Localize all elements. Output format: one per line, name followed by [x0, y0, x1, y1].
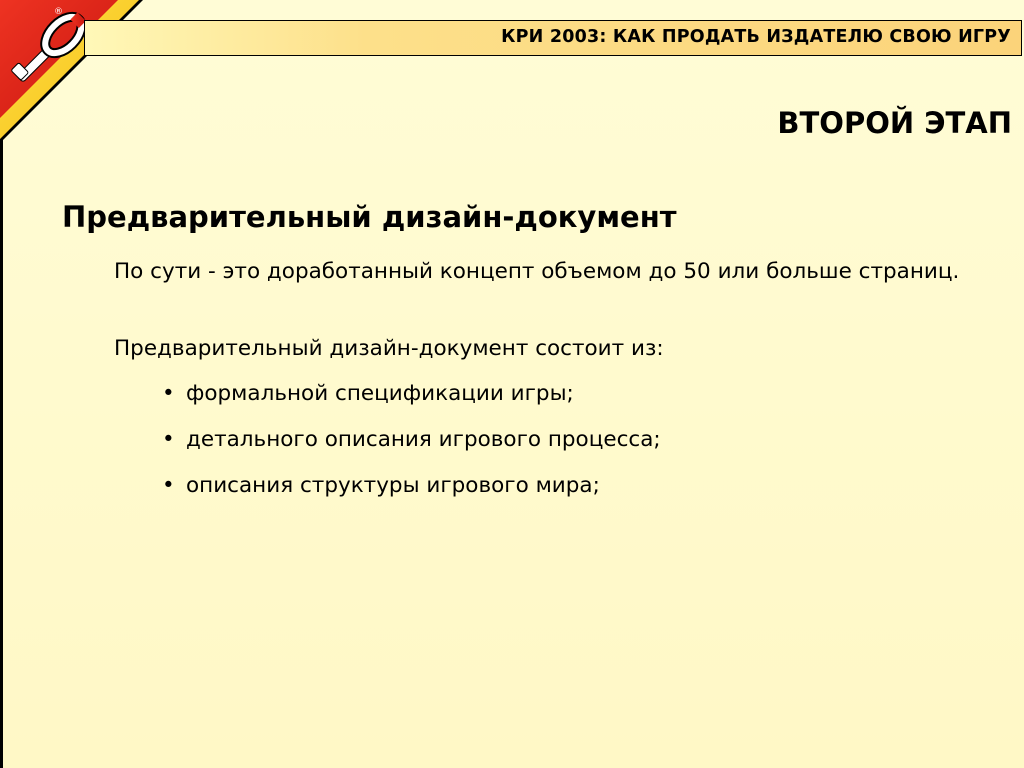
composition-list	[162, 378, 661, 516]
list-item-text: детального описания игрового процесса;	[186, 427, 661, 452]
bullet-icon: •	[162, 427, 175, 452]
registered-mark: ®	[54, 7, 63, 17]
list-item	[162, 470, 661, 516]
header-title: КРИ 2003: КАК ПРОДАТЬ ИЗДАТЕЛЮ СВОЮ ИГРУ	[501, 27, 1011, 47]
stage-title: ВТОРОЙ ЭТАП	[777, 106, 1012, 140]
bullet-icon: •	[162, 381, 175, 406]
header-bar	[84, 20, 1022, 56]
list-item	[162, 424, 661, 470]
list-item-text: описания структуры игрового мира;	[186, 473, 600, 498]
list-item	[162, 378, 661, 424]
description-paragraph: По сути - это доработанный концепт объемом до 50 или больше страниц.	[114, 259, 960, 284]
bullet-icon: •	[162, 473, 175, 498]
list-item-text: формальной спецификации игры;	[186, 381, 574, 406]
composition-intro: Предварительный дизайн-документ состоит из:	[114, 336, 664, 361]
section-heading: Предварительный дизайн-документ	[62, 200, 677, 234]
